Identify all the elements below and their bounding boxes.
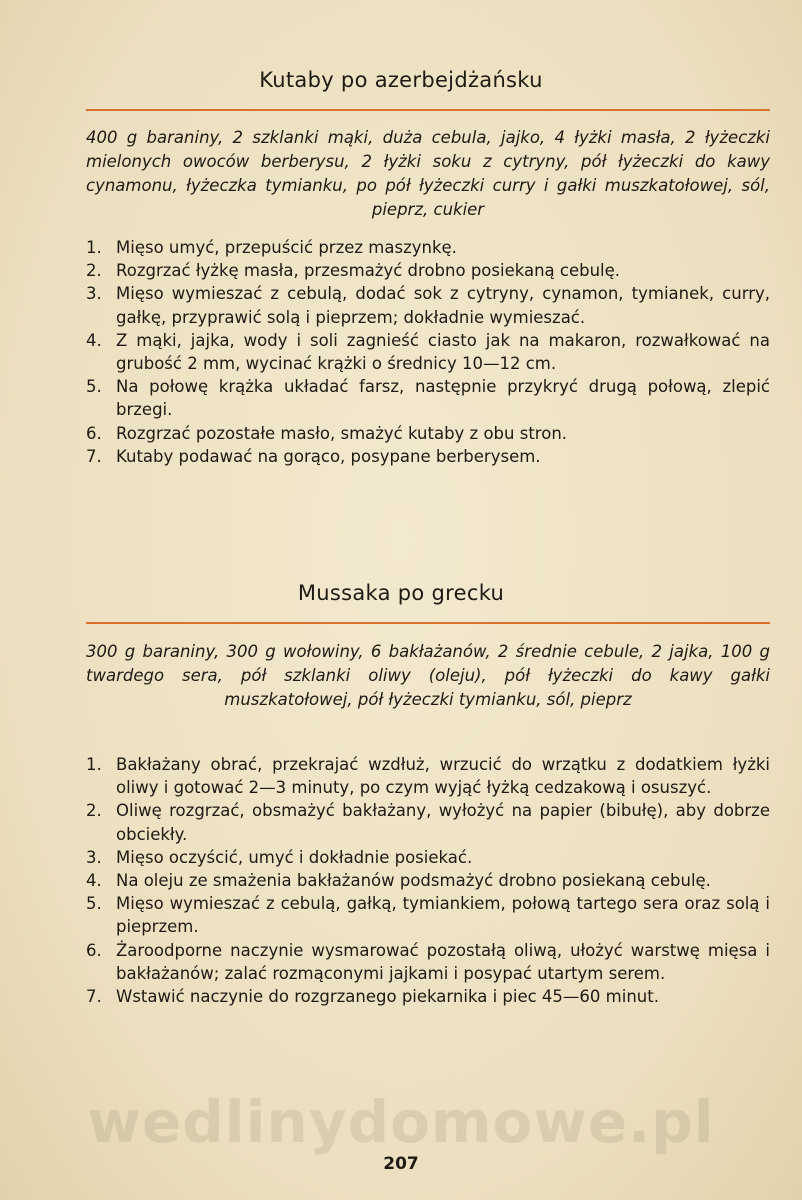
step-number: 2. xyxy=(86,261,102,281)
title-rule xyxy=(86,109,770,111)
step-number: 2. xyxy=(86,801,102,821)
step-text: Rozgrzać łyżkę masła, przesmażyć drobno posiekaną cebulę. xyxy=(116,261,621,281)
steps-kutaby xyxy=(86,236,770,468)
step-text: Mięso wymieszać z cebulą, dodać sok z cytryny, cynamon, tymianek, curry, gałkę, przyprawić solą i pieprzem; dokładnie wymieszać. xyxy=(116,284,770,327)
step-number: 7. xyxy=(86,987,102,1007)
step-number: 1. xyxy=(86,238,102,257)
step-item xyxy=(86,375,770,421)
step-text: Na oleju ze smażenia bakłażanów podsmażyć drobno posiekaną cebulę. xyxy=(116,871,711,891)
step-number: 5. xyxy=(86,377,102,397)
step-text: Mięso wymieszać z cebulą, gałką, tymiankiem, połową tartego sera oraz solą i pieprzem. xyxy=(116,894,770,937)
step-text: Rozgrzać pozostałe masło, smażyć kutaby z obu stron. xyxy=(116,423,568,443)
ingredients-kutaby: 400 g baraniny, 2 szklanki mąki, duża cebula, jajko, 4 łyżki masła, 2 łyżeczki mielonych owoców berberysu, 2 łyżki soku z cytryny, pół łyżeczki do kawy cynamonu, łyżeczka tymianku, po pół łyżeczki curry i gałki muszkatołowej, sól, pieprz, cukier xyxy=(86,128,770,219)
step-number: 4. xyxy=(86,330,102,350)
step-text: Z mąki, jajka, wody i soli zagnieść ciasto jak na makaron, rozwałkować na grubość 2 mm, wycinać krążki o średnicy 10—12 cm. xyxy=(116,330,770,374)
steps-mussaka xyxy=(86,753,770,1008)
step-item xyxy=(86,329,770,375)
step-number: 5. xyxy=(86,894,102,914)
step-text: Żaroodporne naczynie wysmarować pozostałą oliwą, ułożyć warstwę mięsa i bakłażanów; zalać rozmąconymi jajkami i posypać utartym serem. xyxy=(116,940,770,983)
step-number: 6. xyxy=(86,423,102,443)
step-text: Kutaby podawać na gorąco, posypane berberysem. xyxy=(116,446,541,466)
step-number: 3. xyxy=(86,847,102,867)
step-item xyxy=(86,753,770,799)
step-item xyxy=(86,259,770,282)
recipe-title-kutaby: Kutaby po azerbejdżańsku xyxy=(259,68,543,92)
page-number: 207 xyxy=(383,1154,419,1174)
step-text: Wstawić naczynie do rozgrzanego piekarnika i piec 45—60 minut. xyxy=(116,987,659,1007)
step-text: Na połowę krążka układać farsz, następnie przykryć drugą połową, zlepić brzegi. xyxy=(116,377,770,420)
step-number: 4. xyxy=(86,871,102,891)
step-text: Bakłażany obrać, przekrajać wzdłuż, wrzucić do wrzątku z dodatkiem łyżki oliwy i gotować 2—3 minuty, po czym wyjąć łyżką cedzakową i osuszyć. xyxy=(116,755,770,798)
step-item xyxy=(86,282,770,328)
step-item xyxy=(86,869,770,892)
step-number: 1. xyxy=(86,755,102,774)
step-item xyxy=(86,892,770,938)
step-item xyxy=(86,985,770,1008)
ingredients-mussaka: 300 g baraniny, 300 g wołowiny, 6 bakłażanów, 2 średnie cebule, 2 jajka, 100 g twardego sera, pół szklanki oliwy (oleju), pół łyżeczki do kawy gałki muszkatołowej, pół łyżeczki tymianku, sól, pieprz xyxy=(86,642,770,709)
step-text: Oliwę rozgrzać, obsmażyć bakłażany, wyłożyć na papier (bibułę), aby dobrze obciekły. xyxy=(116,801,770,844)
step-item xyxy=(86,236,770,259)
step-item xyxy=(86,799,770,845)
step-item xyxy=(86,445,770,468)
step-text: Mięso oczyścić, umyć i dokładnie posiekać. xyxy=(116,847,473,867)
recipe-title-mussaka: Mussaka po grecku xyxy=(297,581,505,605)
step-item xyxy=(86,939,770,985)
title-rule xyxy=(86,622,770,624)
step-number: 6. xyxy=(86,940,102,960)
step-number: 3. xyxy=(86,284,102,304)
step-item xyxy=(86,846,770,869)
watermark: wedlinydomowe.pl xyxy=(87,1088,715,1156)
step-number: 7. xyxy=(86,446,102,466)
step-text: Mięso umyć, przepuścić przez maszynkę. xyxy=(116,238,457,257)
step-item xyxy=(86,422,770,445)
